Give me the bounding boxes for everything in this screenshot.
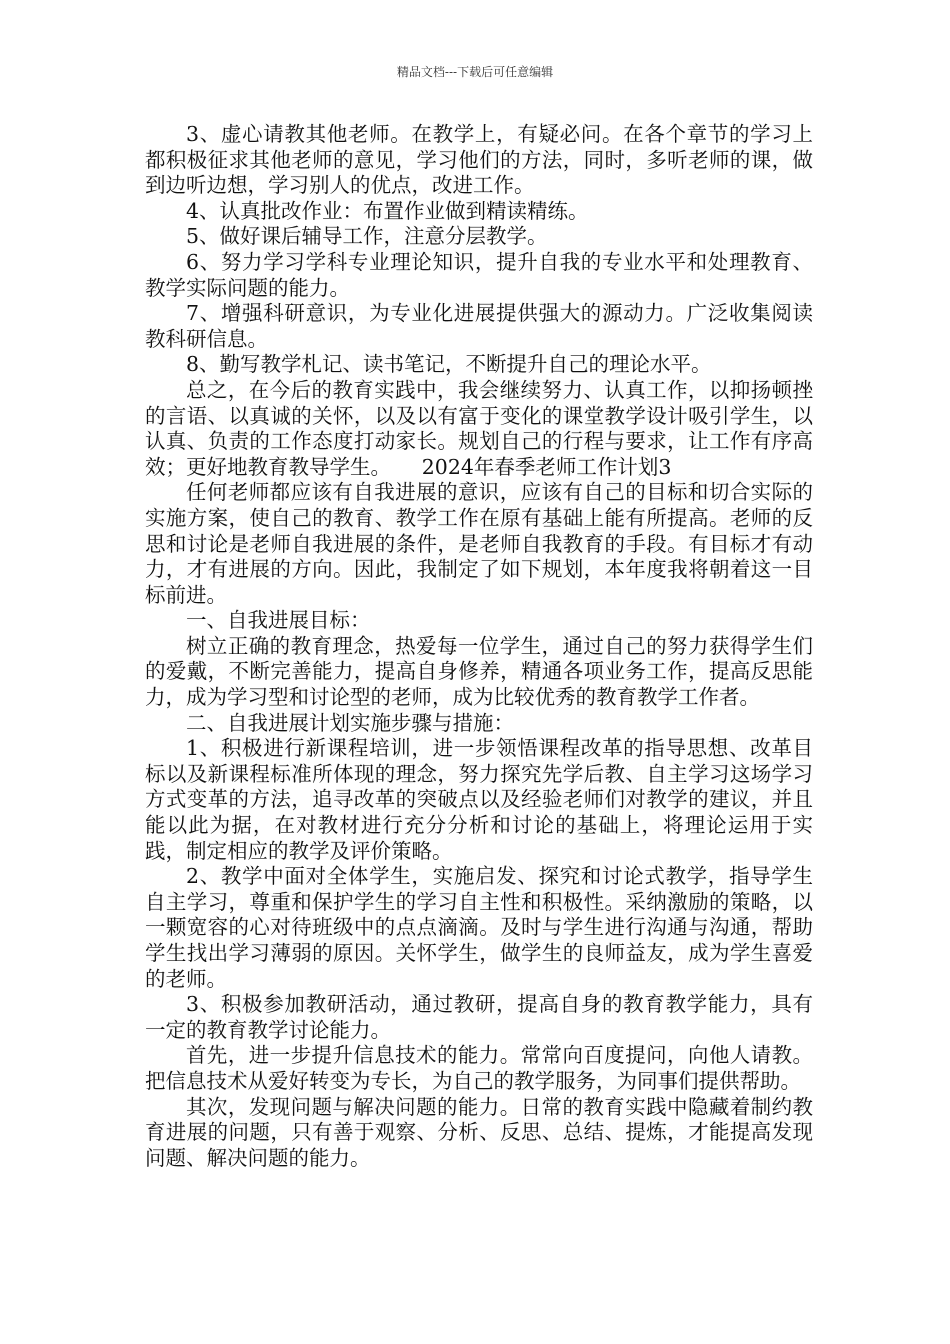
paragraph: 首先，进一步提升信息技术的能力。常常向百度提问，向他人请教。把信息技术从爱好转变为专长，为自己的教学服务，为同事们提供帮助。 [145,1043,813,1093]
paragraph: 其次，发现问题与解决问题的能力。日常的教育实践中隐藏着制约教育进展的问题，只有善于观察、分析、反思、总结、提炼，才能提高发现问题、解决问题的能力。 [145,1094,813,1170]
paragraph: 3、积极参加教研活动，通过教研，提高自身的教育教学能力，具有一定的教育教学讨论能力。 [145,992,813,1042]
paragraph: 总之，在今后的教育实践中，我会继续努力、认真工作，以抑扬顿挫的言语、以真诚的关怀，以及以有富于变化的课堂教学设计吸引学生，以认真、负责的工作态度打动家长。规划自己的行程与要求，让工作有序高效；更好地教育教导学生。 2024年春季老师工作计划3 [145,377,813,479]
paragraph: 2、教学中面对全体学生，实施启发、探究和讨论式教学，指导学生自主学习，尊重和保护学生的学习自主性和积极性。采纳激励的策略，以一颗宽容的心对待班级中的点点滴滴。及时与学生进行沟通与沟通，帮助学生找出学习薄弱的原因。关怀学生，做学生的良师益友，成为学生喜爱的老师。 [145,864,813,991]
paragraph: 4、认真批改作业：布置作业做到精读精练。 [186,198,589,223]
paragraph: 7、增强科研意识，为专业化进展提供强大的源动力。广泛收集阅读教科研信息。 [145,301,813,351]
paragraph: 5、做好课后辅导工作，注意分层教学。 [186,224,548,249]
page-header: 精品文档---下载后可任意编辑 [396,65,554,79]
paragraph: 8、勤写教学札记、读书笔记，不断提升自己的理论水平。 [186,352,712,377]
paragraph: 树立正确的教育理念，热爱每一位学生，通过自己的努力获得学生们的爱戴，不断完善能力，提高自身修养，精通各项业务工作，提高反思能力，成为学习型和讨论型的老师，成为比较优秀的教育教学工作者。 [145,633,813,710]
paragraph: 3、虚心请教其他老师。在教学上，有疑必问。在各个章节的学习上都积极征求其他老师的意见，学习他们的方法，同时，多听老师的课，做到边听边想，学习别人的优点，改进工作。 [145,122,813,198]
paragraph: 6、努力学习学科专业理论知识，提升自我的专业水平和处理教育、教学实际问题的能力。 [145,249,813,300]
document-body [145,122,813,1171]
paragraph: 任何老师都应该有自我进展的意识，应该有自己的目标和切合实际的实施方案，使自己的教育、教学工作在原有基础上能有所提高。老师的反思和讨论是老师自我进展的条件，是老师自我教育的手段。有目标才有动力，才有进展的方向。因此，我制定了如下规划，本年度我将朝着这一目标前进。 [145,480,813,607]
section-heading: 一、自我进展目标： [186,608,371,633]
section-heading: 二、自我进展计划实施步骤与措施： [186,710,514,735]
paragraph: 1、积极进行新课程培训，进一步领悟课程改革的指导思想、改革目标以及新课程标准所体现的理念，努力探究先学后教、自主学习这场学习方式变革的方法，追寻改革的突破点以及经验老师们对教学的建议，并且能以此为据，在对教材进行充分分析和讨论的基础上，将理论运用于实践，制定相应的教学及评价策略。 [145,736,813,863]
